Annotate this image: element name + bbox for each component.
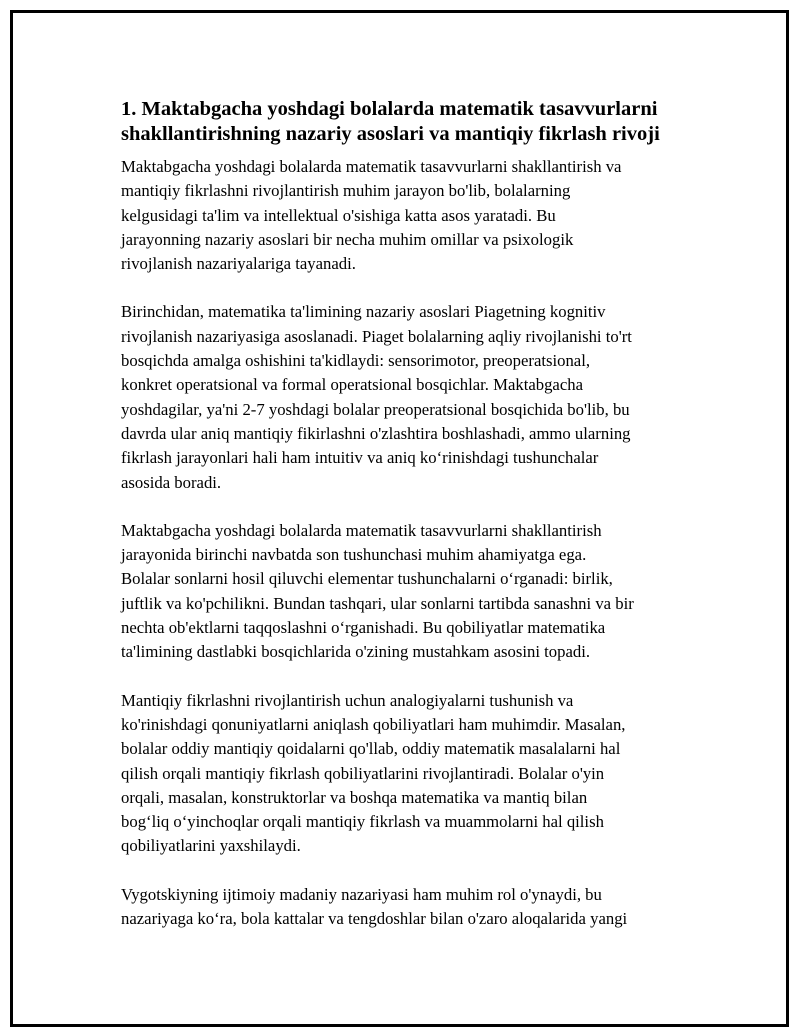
paragraph-line: jarayonida birinchi navbatda son tushunchasi muhim ahamiyatga ega. bbox=[121, 545, 587, 565]
section-heading bbox=[121, 97, 701, 147]
paragraph-line: kelgusidagi ta'lim va intellektual o'sishiga katta asos yaratadi. Bu bbox=[121, 205, 556, 225]
paragraph-line: bolalar oddiy mantiqiy qoidalarni qo'llab, oddiy matematik masalalarni hal bbox=[121, 739, 621, 759]
paragraph-line: davrda ular aniq mantiqiy fikirlashni o'zlashtira boshlashadi, ammo ularning bbox=[121, 423, 631, 443]
paragraph-line: Maktabgacha yoshdagi bolalarda matematik tasavvurlarni shakllantirish bbox=[121, 520, 602, 540]
paragraph-line: ta'limining dastlabki bosqichlarida o'zining mustahkam asosini topadi. bbox=[121, 642, 591, 662]
paragraph-line: bog‘liq o‘yinchoqlar orqali mantiqiy fikrlash va muammolarni hal qilish bbox=[121, 812, 604, 832]
paragraph-line: rivojlanish nazariyalariga tayanadi. bbox=[121, 254, 356, 274]
paragraph-line: yoshdagilar, ya'ni 2-7 yoshdagi bolalar preoperatsional bosqichida bo'lib, bu bbox=[121, 399, 630, 419]
paragraph-line: asosida boradi. bbox=[121, 472, 222, 492]
paragraph-line: qilish orqali mantiqiy fikrlash qobiliyatlarini rivojlantiradi. Bolalar o'yin bbox=[121, 763, 605, 783]
paragraph-line: Maktabgacha yoshdagi bolalarda matematik tasavvurlarni shakllantirish va bbox=[121, 157, 622, 176]
heading-line: shakllantirishning nazariy asoslari va mantiqiy fikrlash rivoji bbox=[121, 123, 660, 145]
paragraph-line: Vygotskiyning ijtimoiy madaniy nazariyasi ham muhim rol o'ynaydi, bu bbox=[121, 884, 602, 904]
paragraph-line: mantiqiy fikrlashni rivojlantirish muhim jarayon bo'lib, bolalarning bbox=[121, 181, 571, 201]
paragraph-line: nazariyaga ko‘ra, bola kattalar va tengdoshlar bilan o'zaro aloqalarida yangi bbox=[121, 909, 628, 929]
paragraph bbox=[121, 689, 701, 859]
paragraph-line: ko'rinishdagi qonuniyatlarni aniqlash qobiliyatlari ham muhimdir. Masalan, bbox=[121, 714, 626, 734]
paragraph bbox=[121, 519, 701, 665]
document-body bbox=[121, 97, 701, 955]
paragraph-line: Mantiqiy fikrlashni rivojlantirish uchun analogiyalarni tushunish va bbox=[121, 690, 574, 710]
paragraph-line: qobiliyatlarini yaxshilaydi. bbox=[121, 836, 301, 856]
paragraph-line: Bolalar sonlarni hosil qiluvchi elementar tushunchalarni o‘rganadi: birlik, bbox=[121, 569, 613, 589]
paragraph-line: bosqichda amalga oshishini ta'kidlaydi: sensorimotor, preoperatsional, bbox=[121, 351, 591, 371]
paragraph-line: nechta ob'ektlarni taqqoslashni o‘rganishadi. Bu qobiliyatlar matematika bbox=[121, 618, 606, 638]
heading-line: 1. Maktabgacha yoshdagi bolalarda matematik tasavvurlarni bbox=[121, 98, 658, 120]
paragraph-line: jarayonning nazariy asoslari bir necha muhim omillar va psixologik bbox=[121, 229, 574, 249]
paragraph bbox=[121, 883, 701, 932]
paragraph-line: Birinchidan, matematika ta'limining nazariy asoslari Piagetning kognitiv bbox=[121, 302, 606, 322]
paragraph-line: fikrlash jarayonlari hali ham intuitiv va aniq ko‘rinishdagi tushunchalar bbox=[121, 448, 599, 468]
paragraph-line: juftlik va ko'pchilikni. Bundan tashqari, ular sonlarni tartibda sanashni va bir bbox=[121, 593, 634, 613]
paragraph-line: konkret operatsional va formal operatsional bosqichlar. Maktabgacha bbox=[121, 375, 583, 395]
paragraph bbox=[121, 300, 701, 494]
paragraph bbox=[121, 155, 701, 276]
paragraph-line: orqali, masalan, konstruktorlar va boshqa matematika va mantiq bilan bbox=[121, 787, 588, 807]
paragraph-line: rivojlanish nazariyasiga asoslanadi. Piaget bolalarning aqliy rivojlanishi to'rt bbox=[121, 326, 632, 346]
page-frame bbox=[10, 10, 789, 1027]
